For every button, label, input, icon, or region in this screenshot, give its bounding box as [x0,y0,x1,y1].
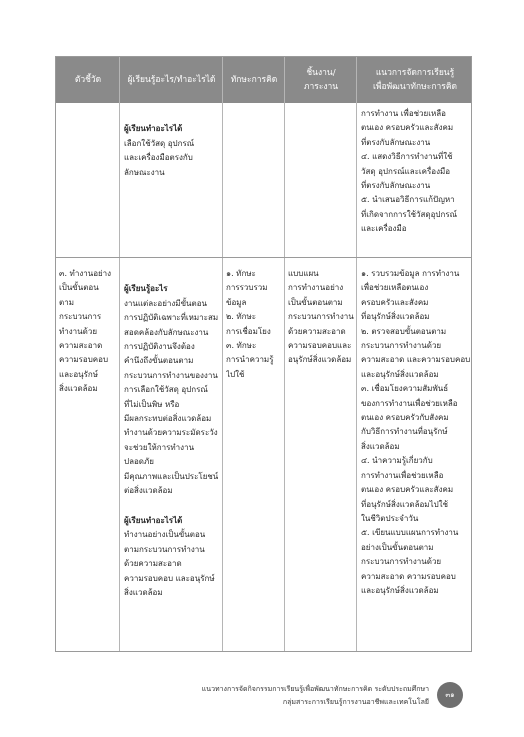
header-thinking-skill: ทักษะการคิด [230,75,278,85]
row2-approach: ๑. รวบรวมข้อมูล การทำงาน เพื่อช่วยเหลือตนเอง ครอบครัวและสังคม ที่อนุรักษ์สิ่งแวดล้อม ๒. ตรวจสอบขั้นตอนตาม กระบวนการทำงานด้วย ความสะอาด และความรอบคอบ และอนุรักษ์สิ่งแวดล้อม ๓. เชื่อมโยงความสัมพันธ์ ของการทำงานเพื่อช่วยเหลือ ตนเอง ครอบครัวกับสังคม กับวิธีการทำงานที่อนุรักษ์ สิ่งแวดล้อม ๔. นำความรู้เกี่ยวกับ การทำงานเพื่อช่วยเหลือ ตนเอง ครอบครัวและสังคม ที่อนุรักษ์สิ่งแวดล้อมไปใช้ ในชีวิตประจำวัน ๕. เขียนแบบแผนการทำงาน อย่างเป็นขั้นตอนตาม กระบวนการทำงานด้วย ความสะอาด ความรอบคอบ และอนุรักษ์สิ่งแวดล้อม [361,269,471,595]
row1-approach: การทำงาน เพื่อช่วยเหลือ ตนเอง ครอบครัวและสังคม ที่ตรงกับลักษณะงาน ๔. แสดงวิธีการทำงานที่ใช้ วัสดุ อุปกรณ์และเครื่องมือ ที่ตรงกับลักษณะงาน ๕. นำเสนอวิธีการแก้ปัญหา ที่เกิดจากการใช้วัสดุอุปกรณ์ และเครื่องมือ [361,109,458,234]
column-divider [356,57,357,651]
row2-learn-heading1: ผู้เรียนรู้อะไร [124,283,168,294]
column-divider [284,57,285,651]
row2-learning [124,267,221,615]
column-divider [119,57,120,651]
row1-learn-heading: ผู้เรียนทำอะไรได้ [124,123,183,134]
row-divider [56,257,471,258]
row2-learn-text1: งานแต่ละอย่างมีขั้นตอน การปฏิบัติเฉพาะที่เหมาะสม สอดคล้องกับลักษณะงาน การปฏิบัติงานจึงต้อง คำนึงถึงขั้นตอนตาม กระบวนการทำงานของงาน การเลือกใช้วัสดุ อุปกรณ์ ที่ไม่เป็นพิษ หรือ มีผลกระทบต่อสิ่งแวดล้อม ทำงานด้วยความระมัดระวัง จะช่วยให้การทำงานปลอดภัย มีคุณภาพและเป็นประโยชน์ ต่อสิ่งแวดล้อม [124,298,219,496]
row2-skills: ๑. ทักษะ การรวบรวม ข้อมูล ๒. ทักษะ การเชื่อมโยง ๓. ทักษะ การนำความรู้ ไปใช้ [226,269,274,379]
row2-learn-text2: ทำงานอย่างเป็นขั้นตอน ตามกระบวนการทำงาน ด้วยความสะอาด ความรอบคอบ และอนุรักษ์ สิ่งแวดล้อม [124,530,215,597]
header-indicator: ตัวชี้วัด [74,75,102,85]
header-task: ชิ้นงาน/ ภาระงาน [303,68,339,92]
column-divider [222,57,223,651]
row2-task: แบบแผน การทำงานอย่าง เป็นขั้นตอนตาม กระบวนการทำงาน ด้วยความสะอาด ความรอบคอบและ อนุรักษ์สิ่งแวดล้อม [288,269,354,365]
row1-learn-text: เลือกใช้วัสดุ อุปกรณ์ และเครื่องมือตรงกับ ลักษณะงาน [124,138,195,177]
row2-learn-heading2: ผู้เรียนทำอะไรได้ [124,514,183,525]
header-learning: ผู้เรียนรู้อะไร/ทำอะไรได้ [127,75,216,85]
footer-subtitle: กลุ่มสาระการเรียนรู้การงานอาชีพและเทคโนโลยี [282,698,429,706]
header-approach: แนวการจัดการเรียนรู้ เพื่อพัฒนาทักษะการคิด [372,68,458,92]
row2-indicator: ๓. ทำงานอย่าง เป็นขั้นตอน ตาม กระบวนการ ทำงานด้วย ความสะอาด ความรอบคอบ และอนุรักษ์ สิ่งแวดล้อม [59,269,112,394]
page-number: ๓๑ [437,682,463,708]
row1-learning [124,107,220,194]
lesson-table [55,56,472,652]
footer-title: แนวทางการจัดกิจกรรมการเรียนรู้เพื่อพัฒนาทักษะการคิด ระดับประถมศึกษา [201,685,429,693]
